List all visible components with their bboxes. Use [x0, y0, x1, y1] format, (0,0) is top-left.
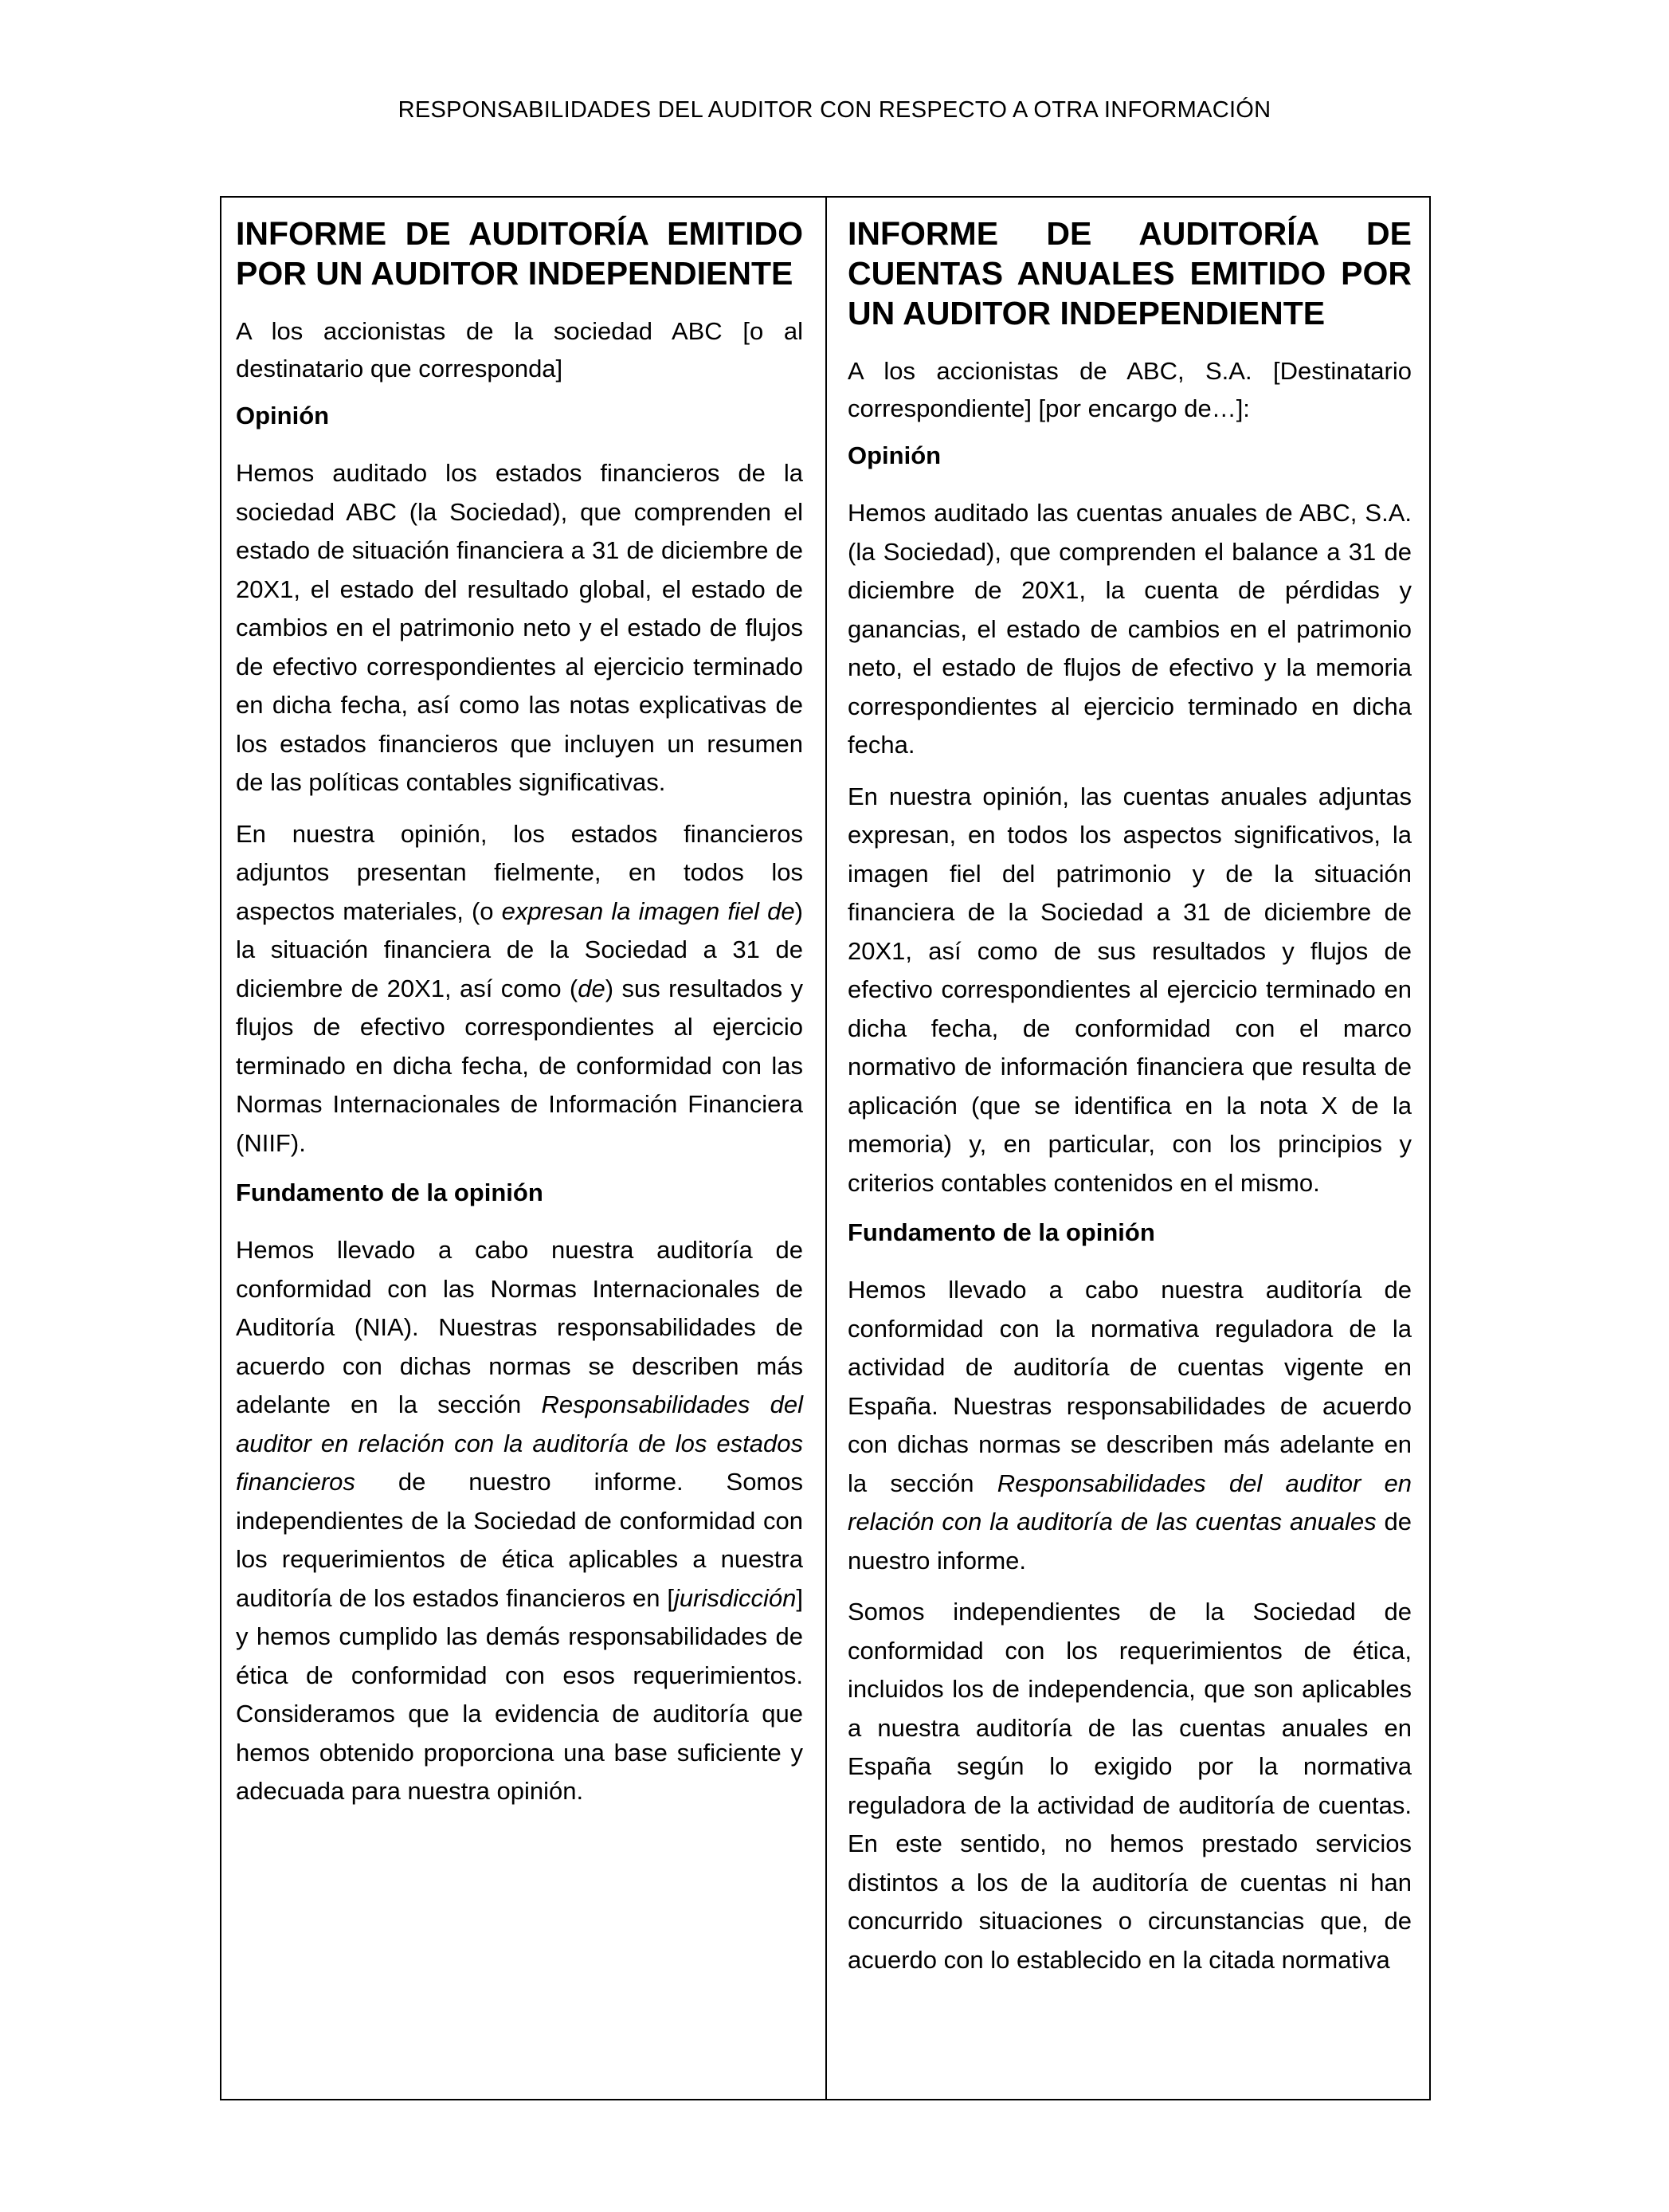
left-basis-italic-d: jurisdicción [674, 1583, 797, 1612]
right-report-title: INFORME DE AUDITORÍA DE CUENTAS ANUALES EMITIDO POR UN AUDITOR INDEPENDIENTE [848, 215, 1412, 331]
right-column [827, 198, 1429, 2099]
right-basis-text-c: de nuestro informe. [848, 1508, 1412, 1575]
left-opinion-p2-text-a: En nuestra opinión, los estados financieros adjuntos presentan fielmente, en todos los aspectos materiales, (o [236, 819, 803, 925]
right-basis-heading: Fundamento de la opinión [848, 1218, 1155, 1246]
right-basis-paragraph-2: Somos independientes de la Sociedad de conformidad con los requerimientos de ética, incluidos los de independencia, que son aplicables a nuestra auditoría de las cuentas anuales en España según lo exigido por la normativa reguladora de la actividad de auditoría de cuentas. En este sentido, no hemos prestado servicios distintos a los de la auditoría de cuentas ni han concurrido situaciones o circunstancias que, de acuerdo con lo establecido en la citada normativa [848, 1598, 1412, 1974]
left-basis-paragraph [236, 1231, 803, 1811]
page-header: RESPONSABILIDADES DEL AUDITOR CON RESPECTO A OTRA INFORMACIÓN [398, 97, 1271, 123]
left-opinion-p2-text-e: ) sus resultados y flujos de efectivo correspondientes al ejercicio terminado en dicha fecha, de conformidad con las Normas Internacionales de Información Financiera (NIIF). [236, 974, 803, 1157]
left-opinion-p2-italic-b: expresan la imagen fiel de [501, 896, 795, 925]
left-opinion-p2-text-c: ) la situación financiera de la Sociedad a 31 de diciembre de 20X1, así como ( [236, 896, 803, 1002]
left-column [221, 198, 827, 2099]
right-addressee: A los accionistas de ABC, S.A. [Destinatario correspondiente] [por encargo de…]: [848, 357, 1412, 422]
right-basis-text-a: Hemos llevado a cabo nuestra auditoría de conformidad con la normativa reguladora de la actividad de auditoría de cuentas vigente en España. Nuestras responsabilidades de acuerdo con dichas normas se describen más adelante en la sección [848, 1276, 1412, 1497]
right-basis-italic-b: Responsabilidades del auditor en relación con la auditoría de las cuentas anuales [848, 1469, 1412, 1535]
left-opinion-paragraph-2 [236, 815, 803, 1163]
right-opinion-paragraph-2: En nuestra opinión, las cuentas anuales adjuntas expresan, en todos los aspectos significativos, la imagen fiel del patrimonio y de la situación financiera de la Sociedad a 31 de diciembre de 20X1, así como de sus resultados y flujos de efectivo correspondientes al ejercicio terminado en dicha fecha, de conformidad con el marco normativo de información financiera que resulta de aplicación (que se identifica en la nota X de la memoria) y, en particular, con los principios y criterios contables contenidos en el mismo. [848, 782, 1412, 1197]
left-addressee: A los accionistas de la sociedad ABC [o al destinatario que corresponda] [236, 317, 803, 382]
right-opinion-paragraph-1: Hemos auditado las cuentas anuales de ABC, S.A. (la Sociedad), que comprenden el balance a 31 de diciembre de 20X1, la cuenta de pérdidas y ganancias, el estado de cambios en el patrimonio neto, el estado de flujos de efectivo y la memoria correspondientes al ejercicio terminado en dicha fecha. [848, 499, 1412, 759]
right-basis-paragraph-1 [848, 1271, 1412, 1580]
left-opinion-heading: Opinión [236, 402, 330, 429]
left-opinion-paragraph-1: Hemos auditado los estados financieros de la sociedad ABC (la Sociedad), que comprenden el estado de situación financiera a 31 de diciembre de 20X1, el estado del resultado global, el estado de cambios en el patrimonio neto y el estado de flujos de efectivo correspondientes al ejercicio terminado en dicha fecha, así como las notas explicativas de los estados financieros que incluyen un resumen de las políticas contables significativas. [236, 459, 803, 796]
left-opinion-p2-italic-d: de [578, 974, 605, 1002]
left-report-title: INFORME DE AUDITORÍA EMITIDO POR UN AUDITOR INDEPENDIENTE [236, 215, 803, 292]
right-opinion-heading: Opinión [848, 441, 942, 469]
left-basis-text-c: de nuestro informe. Somos independientes de la Sociedad de conformidad con los requerimientos de ética aplicables a nuestra auditoría de los estados financieros en [ [236, 1468, 803, 1612]
left-basis-italic-b: Responsabilidades del auditor en relación con la auditoría de los estados financieros [236, 1390, 803, 1496]
comparison-table [220, 196, 1431, 2100]
left-basis-heading: Fundamento de la opinión [236, 1179, 543, 1206]
left-basis-text-a: Hemos llevado a cabo nuestra auditoría de conformidad con las Normas Internacionales de Auditoría (NIA). Nuestras responsabilidades de acuerdo con dichas normas se describen más adelante en la sección [236, 1236, 803, 1418]
left-basis-text-e: ] y hemos cumplido las demás responsabilidades de ética de conformidad con esos requerimientos. Consideramos que la evidencia de auditoría que hemos obtenido proporciona una base suficiente y adecuada para nuestra opinión. [236, 1583, 803, 1805]
